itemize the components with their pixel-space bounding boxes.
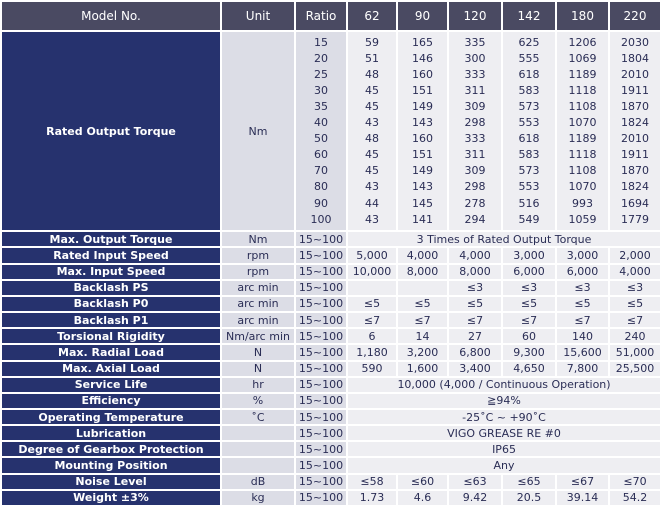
spec-row xyxy=(2,475,660,489)
spec-value: ≤5 xyxy=(348,297,396,311)
spec-value: 27 xyxy=(449,329,501,343)
spec-ratio: 15~100 xyxy=(296,458,346,472)
torque-cell: 294 xyxy=(464,212,486,226)
spec-value: ≤7 xyxy=(449,313,501,327)
torque-cell: 618 xyxy=(518,132,540,146)
torque-cell: 48 xyxy=(365,132,379,146)
rated-torque-ratios xyxy=(296,32,346,230)
spec-ratio: 15~100 xyxy=(296,362,346,376)
spec-ratio: 15~100 xyxy=(296,232,346,246)
torque-cell: 333 xyxy=(464,132,486,146)
torque-cell: 1108 xyxy=(568,164,597,178)
spec-value: ≤7 xyxy=(398,313,447,327)
spec-unit xyxy=(222,442,294,456)
spec-value: 39.14 xyxy=(557,491,608,505)
torque-cell: 1206 xyxy=(568,35,597,49)
torque-cell: 1070 xyxy=(568,180,597,194)
header-model-180: 180 xyxy=(557,2,608,30)
torque-cell: 311 xyxy=(464,83,486,97)
torque-cell: 149 xyxy=(412,99,433,113)
spec-value: 4,000 xyxy=(610,265,660,279)
header-row xyxy=(2,2,660,30)
torque-cell: 1059 xyxy=(568,212,597,226)
torque-cell: 143 xyxy=(412,116,433,130)
spec-label: Backlash P0 xyxy=(2,297,220,311)
torque-cell: 151 xyxy=(412,148,433,162)
spec-label: Mounting Position xyxy=(2,458,220,472)
spec-ratio: 15~100 xyxy=(296,345,346,359)
spec-ratio: 15~100 xyxy=(296,426,346,440)
spec-unit: arc min xyxy=(222,297,294,311)
spec-row xyxy=(2,313,660,327)
spec-value: 240 xyxy=(610,329,660,343)
torque-cell: 333 xyxy=(464,67,486,81)
torque-cell: 1779 xyxy=(621,212,649,226)
torque-cell: 43 xyxy=(365,116,379,130)
spec-ratio: 15~100 xyxy=(296,297,346,311)
rated-torque-col-142 xyxy=(503,32,555,230)
torque-cell: 625 xyxy=(518,35,540,49)
spec-unit: N xyxy=(222,362,294,376)
torque-cell: 1189 xyxy=(568,67,597,81)
spec-value: ≤5 xyxy=(449,297,501,311)
spec-value: 4,000 xyxy=(449,248,501,262)
rated-torque-col-180 xyxy=(557,32,608,230)
torque-cell: 553 xyxy=(518,116,540,130)
spec-value: ≤3 xyxy=(610,281,660,295)
spec-value: 6,000 xyxy=(557,265,608,279)
spec-value: ≤5 xyxy=(557,297,608,311)
torque-cell: 141 xyxy=(412,212,433,226)
torque-cell: 573 xyxy=(518,99,540,113)
torque-cell: 309 xyxy=(464,164,486,178)
spec-unit: kg xyxy=(222,491,294,505)
spec-value: ≤7 xyxy=(348,313,396,327)
torque-cell: 100 xyxy=(310,212,332,226)
spec-value: ≤7 xyxy=(610,313,660,327)
spec-value: 8,000 xyxy=(398,265,447,279)
spec-row xyxy=(2,394,660,408)
spec-value: 6 xyxy=(348,329,396,343)
torque-cell: 553 xyxy=(518,180,540,194)
spec-label: Rated Input Speed xyxy=(2,248,220,262)
spec-value: ≤5 xyxy=(503,297,555,311)
torque-cell: 1870 xyxy=(621,99,649,113)
torque-cell: 573 xyxy=(518,164,540,178)
spec-label: Max. Output Torque xyxy=(2,232,220,246)
torque-cell: 160 xyxy=(412,132,433,146)
spec-label: Backlash P1 xyxy=(2,313,220,327)
rated-torque-label: Rated Output Torque xyxy=(2,32,220,230)
spec-value: 60 xyxy=(503,329,555,343)
spec-value: 1,180 xyxy=(348,345,396,359)
spec-ratio: 15~100 xyxy=(296,491,346,505)
torque-cell: 165 xyxy=(412,35,433,49)
spec-ratio: 15~100 xyxy=(296,442,346,456)
torque-cell: 1824 xyxy=(621,180,649,194)
spec-value: ≤70 xyxy=(610,475,660,489)
torque-cell: 2010 xyxy=(621,132,649,146)
spec-unit: arc min xyxy=(222,281,294,295)
spec-label: Backlash PS xyxy=(2,281,220,295)
rated-torque-row xyxy=(2,32,660,230)
spec-value: 3,200 xyxy=(398,345,447,359)
spec-value xyxy=(398,281,447,295)
spec-value: 590 xyxy=(348,362,396,376)
spec-ratio: 15~100 xyxy=(296,329,346,343)
torque-cell: 15 xyxy=(314,35,328,49)
spec-unit: rpm xyxy=(222,248,294,262)
spec-value: 4.6 xyxy=(398,491,447,505)
spec-value: 3,000 xyxy=(557,248,608,262)
torque-cell: 45 xyxy=(365,99,379,113)
spec-label: Noise Level xyxy=(2,475,220,489)
spec-value: ≤67 xyxy=(557,475,608,489)
torque-cell: 43 xyxy=(365,212,379,226)
spec-value: 51,000 xyxy=(610,345,660,359)
torque-cell: 311 xyxy=(464,148,486,162)
torque-cell: 300 xyxy=(464,51,486,65)
torque-cell: 30 xyxy=(314,83,328,97)
spec-value: 9.42 xyxy=(449,491,501,505)
spec-value: ≤3 xyxy=(557,281,608,295)
spec-value: 1.73 xyxy=(348,491,396,505)
spec-unit: rpm xyxy=(222,265,294,279)
spec-row xyxy=(2,329,660,343)
spec-value: ≤60 xyxy=(398,475,447,489)
spec-value: ≤3 xyxy=(449,281,501,295)
torque-cell: 70 xyxy=(314,164,328,178)
torque-cell: 618 xyxy=(518,67,540,81)
header-model-142: 142 xyxy=(503,2,555,30)
spec-unit: % xyxy=(222,394,294,408)
spec-span-value: -25˚C ~ +90˚C xyxy=(348,410,660,424)
torque-cell: 35 xyxy=(314,99,328,113)
torque-cell: 151 xyxy=(412,83,433,97)
spec-value: 6,800 xyxy=(449,345,501,359)
spec-label: Max. Axial Load xyxy=(2,362,220,376)
torque-cell: 555 xyxy=(518,51,540,65)
spec-value: 15,600 xyxy=(557,345,608,359)
spec-ratio: 15~100 xyxy=(296,378,346,392)
spec-row xyxy=(2,265,660,279)
spec-ratio: 15~100 xyxy=(296,313,346,327)
spec-value xyxy=(348,281,396,295)
spec-label: Max. Input Speed xyxy=(2,265,220,279)
torque-cell: 90 xyxy=(314,196,328,210)
spec-ratio: 15~100 xyxy=(296,281,346,295)
spec-unit: dB xyxy=(222,475,294,489)
spec-value: 1,600 xyxy=(398,362,447,376)
torque-cell: 516 xyxy=(518,196,540,210)
header-unit: Unit xyxy=(222,2,294,30)
torque-cell: 59 xyxy=(365,35,379,49)
spec-ratio: 15~100 xyxy=(296,410,346,424)
torque-cell: 45 xyxy=(365,148,379,162)
spec-label: Weight ±3% xyxy=(2,491,220,505)
spec-row xyxy=(2,378,660,392)
torque-cell: 583 xyxy=(518,148,540,162)
spec-value: 5,000 xyxy=(348,248,396,262)
torque-cell: 993 xyxy=(572,196,593,210)
spec-row xyxy=(2,458,660,472)
torque-cell: 40 xyxy=(314,116,328,130)
spec-row xyxy=(2,297,660,311)
spec-value: 6,000 xyxy=(503,265,555,279)
torque-cell: 1694 xyxy=(621,196,649,210)
rated-torque-unit: Nm xyxy=(222,32,294,230)
torque-cell: 278 xyxy=(464,196,486,210)
spec-value: 10,000 xyxy=(348,265,396,279)
torque-cell: 298 xyxy=(464,116,486,130)
torque-cell: 44 xyxy=(365,196,379,210)
spec-value: ≤63 xyxy=(449,475,501,489)
torque-cell: 43 xyxy=(365,180,379,194)
torque-cell: 1824 xyxy=(621,116,649,130)
torque-cell: 60 xyxy=(314,148,328,162)
torque-cell: 1118 xyxy=(568,148,597,162)
spec-value: ≤58 xyxy=(348,475,396,489)
spec-row xyxy=(2,281,660,295)
spec-value: 54.2 xyxy=(610,491,660,505)
torque-cell: 1804 xyxy=(621,51,649,65)
torque-cell: 50 xyxy=(314,132,328,146)
torque-cell: 1108 xyxy=(568,99,597,113)
torque-cell: 298 xyxy=(464,180,486,194)
spec-ratio: 15~100 xyxy=(296,265,346,279)
torque-cell: 1911 xyxy=(621,148,649,162)
spec-row xyxy=(2,232,660,246)
torque-cell: 583 xyxy=(518,83,540,97)
torque-cell: 1069 xyxy=(568,51,597,65)
torque-cell: 1118 xyxy=(568,83,597,97)
spec-label: Torsional Rigidity xyxy=(2,329,220,343)
torque-cell: 48 xyxy=(365,67,379,81)
spec-unit: arc min xyxy=(222,313,294,327)
spec-value: 140 xyxy=(557,329,608,343)
header-ratio: Ratio xyxy=(296,2,346,30)
spec-span-value: IP65 xyxy=(348,442,660,456)
spec-value: 4,650 xyxy=(503,362,555,376)
spec-ratio: 15~100 xyxy=(296,475,346,489)
spec-value: 7,800 xyxy=(557,362,608,376)
rated-torque-col-120 xyxy=(449,32,501,230)
spec-row xyxy=(2,426,660,440)
spec-value: 25,500 xyxy=(610,362,660,376)
spec-value: 9,300 xyxy=(503,345,555,359)
header-model-120: 120 xyxy=(449,2,501,30)
rated-torque-col-220 xyxy=(610,32,660,230)
spec-span-value: 3 Times of Rated Output Torque xyxy=(348,232,660,246)
torque-cell: 2030 xyxy=(621,35,649,49)
spec-value: ≤3 xyxy=(503,281,555,295)
spec-unit: ˚C xyxy=(222,410,294,424)
spec-value: ≤7 xyxy=(557,313,608,327)
spec-value: ≤5 xyxy=(610,297,660,311)
torque-cell: 51 xyxy=(365,51,379,65)
torque-cell: 45 xyxy=(365,83,379,97)
spec-span-value: 10,000 (4,000 / Continuous Operation) xyxy=(348,378,660,392)
header-model-90: 90 xyxy=(398,2,447,30)
torque-cell: 1911 xyxy=(621,83,649,97)
header-model: Model No. xyxy=(2,2,220,30)
spec-value: ≤65 xyxy=(503,475,555,489)
torque-cell: 1189 xyxy=(568,132,597,146)
torque-cell: 146 xyxy=(412,51,433,65)
spec-value: 8,000 xyxy=(449,265,501,279)
spec-row xyxy=(2,248,660,262)
spec-value: ≤5 xyxy=(398,297,447,311)
rated-torque-col-90 xyxy=(398,32,447,230)
spec-value: 4,000 xyxy=(398,248,447,262)
spec-row xyxy=(2,362,660,376)
torque-cell: 145 xyxy=(412,196,433,210)
spec-row xyxy=(2,345,660,359)
spec-unit: hr xyxy=(222,378,294,392)
spec-value: 20.5 xyxy=(503,491,555,505)
torque-cell: 80 xyxy=(314,180,328,194)
spec-label: Lubrication xyxy=(2,426,220,440)
spec-unit: Nm/arc min xyxy=(222,329,294,343)
header-model-62: 62 xyxy=(348,2,396,30)
spec-unit xyxy=(222,458,294,472)
spec-value: ≤7 xyxy=(503,313,555,327)
torque-cell: 1870 xyxy=(621,164,649,178)
spec-row xyxy=(2,491,660,505)
torque-cell: 549 xyxy=(518,212,540,226)
spec-label: Operating Temperature xyxy=(2,410,220,424)
torque-cell: 309 xyxy=(464,99,486,113)
spec-row xyxy=(2,442,660,456)
torque-cell: 45 xyxy=(365,164,379,178)
torque-cell: 20 xyxy=(314,51,328,65)
spec-value: 3,400 xyxy=(449,362,501,376)
spec-label: Service Life xyxy=(2,378,220,392)
spec-unit: Nm xyxy=(222,232,294,246)
spec-value: 14 xyxy=(398,329,447,343)
spec-row xyxy=(2,410,660,424)
torque-cell: 335 xyxy=(464,35,486,49)
spec-unit: N xyxy=(222,345,294,359)
rated-torque-col-62 xyxy=(348,32,396,230)
header-model-220: 220 xyxy=(610,2,660,30)
spec-label: Degree of Gearbox Protection xyxy=(2,442,220,456)
spec-ratio: 15~100 xyxy=(296,394,346,408)
spec-value: 2,000 xyxy=(610,248,660,262)
torque-cell: 25 xyxy=(314,67,328,81)
torque-cell: 143 xyxy=(412,180,433,194)
spec-span-value: VIGO GREASE RE #0 xyxy=(348,426,660,440)
spec-label: Efficiency xyxy=(2,394,220,408)
spec-value: 3,000 xyxy=(503,248,555,262)
spec-ratio: 15~100 xyxy=(296,248,346,262)
torque-cell: 1070 xyxy=(568,116,597,130)
torque-cell: 2010 xyxy=(621,67,649,81)
spec-span-value: ≧94% xyxy=(348,394,660,408)
spec-span-value: Any xyxy=(348,458,660,472)
torque-cell: 160 xyxy=(412,67,433,81)
spec-label: Max. Radial Load xyxy=(2,345,220,359)
spec-unit xyxy=(222,426,294,440)
torque-cell: 149 xyxy=(412,164,433,178)
